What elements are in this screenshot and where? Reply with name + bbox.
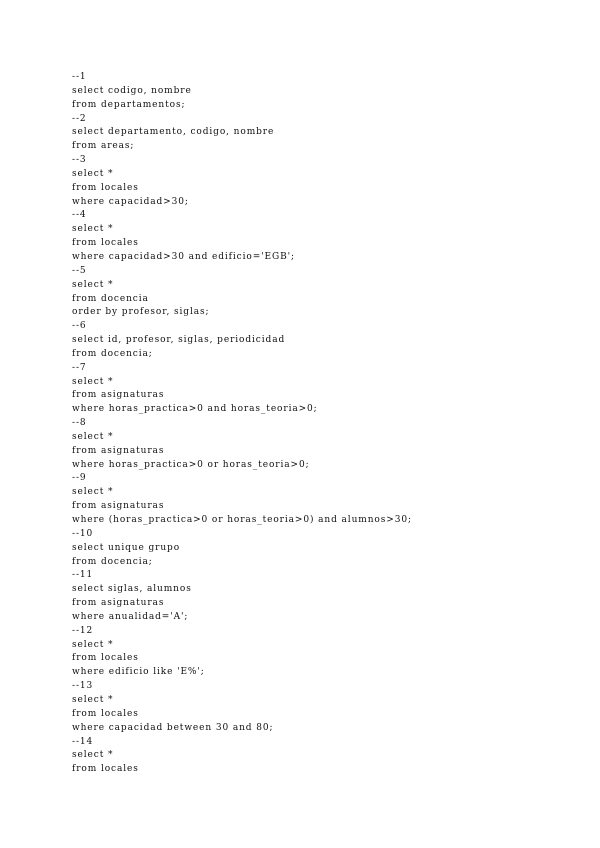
code-line: from docencia;	[72, 348, 153, 359]
code-line: --6	[72, 321, 87, 332]
code-line: where horas_practica>0 or horas_teoria>0;	[72, 459, 310, 470]
code-line: select unique grupo	[72, 542, 181, 553]
code-line: select *	[72, 279, 114, 290]
code-line: from asignaturas	[72, 598, 165, 609]
code-line: select *	[72, 750, 114, 761]
code-line: select siglas, alumnos	[72, 584, 192, 595]
code-line: where capacidad>30 and edificio='EGB';	[72, 251, 295, 262]
code-line: --13	[72, 681, 94, 692]
code-line: where capacidad>30;	[72, 196, 189, 207]
code-line: from departamentos;	[72, 99, 186, 110]
code-line: --10	[72, 528, 94, 539]
code-line: where horas_practica>0 and horas_teoria>0;	[72, 404, 318, 415]
code-line: select *	[72, 376, 114, 387]
code-line: --9	[72, 473, 87, 484]
code-line: select *	[72, 487, 114, 498]
code-line: from asignaturas	[72, 390, 165, 401]
code-line: from docencia	[72, 293, 149, 304]
code-line: --7	[72, 362, 87, 373]
code-line: --12	[72, 625, 94, 636]
code-line: from locales	[72, 653, 139, 664]
code-line: --2	[72, 113, 87, 124]
code-line: --8	[72, 418, 87, 429]
code-line: select *	[72, 431, 114, 442]
code-line: from asignaturas	[72, 501, 165, 512]
code-line: --5	[72, 265, 87, 276]
code-line: from areas;	[72, 141, 135, 152]
code-line: where (horas_practica>0 or horas_teoria>0) and alumnos>30;	[72, 515, 412, 525]
code-line: from locales	[72, 238, 139, 249]
code-line: select *	[72, 224, 114, 235]
code-line: order by profesor, siglas;	[72, 307, 210, 318]
code-line: select *	[72, 168, 114, 179]
code-line: select *	[72, 639, 114, 650]
code-line: from locales	[72, 708, 139, 719]
code-line: --11	[72, 570, 94, 581]
code-line: where edificio like 'E%';	[72, 667, 205, 678]
code-line: from locales	[72, 764, 139, 775]
code-line: from locales	[72, 182, 139, 193]
code-line: --14	[72, 736, 94, 747]
code-line: where anualidad='A';	[72, 611, 189, 622]
code-line: select *	[72, 694, 114, 705]
code-line: select departamento, codigo, nombre	[72, 127, 275, 138]
sql-code-block	[72, 71, 412, 777]
code-line: from docencia;	[72, 556, 153, 567]
code-line: --3	[72, 155, 87, 166]
code-line: --1	[72, 72, 87, 82]
code-line: where capacidad between 30 and 80;	[72, 722, 274, 733]
code-line: select id, profesor, siglas, periodicidad	[72, 335, 286, 346]
code-line: --4	[72, 210, 87, 221]
code-line: select codigo, nombre	[72, 85, 192, 96]
code-line: from asignaturas	[72, 445, 165, 456]
